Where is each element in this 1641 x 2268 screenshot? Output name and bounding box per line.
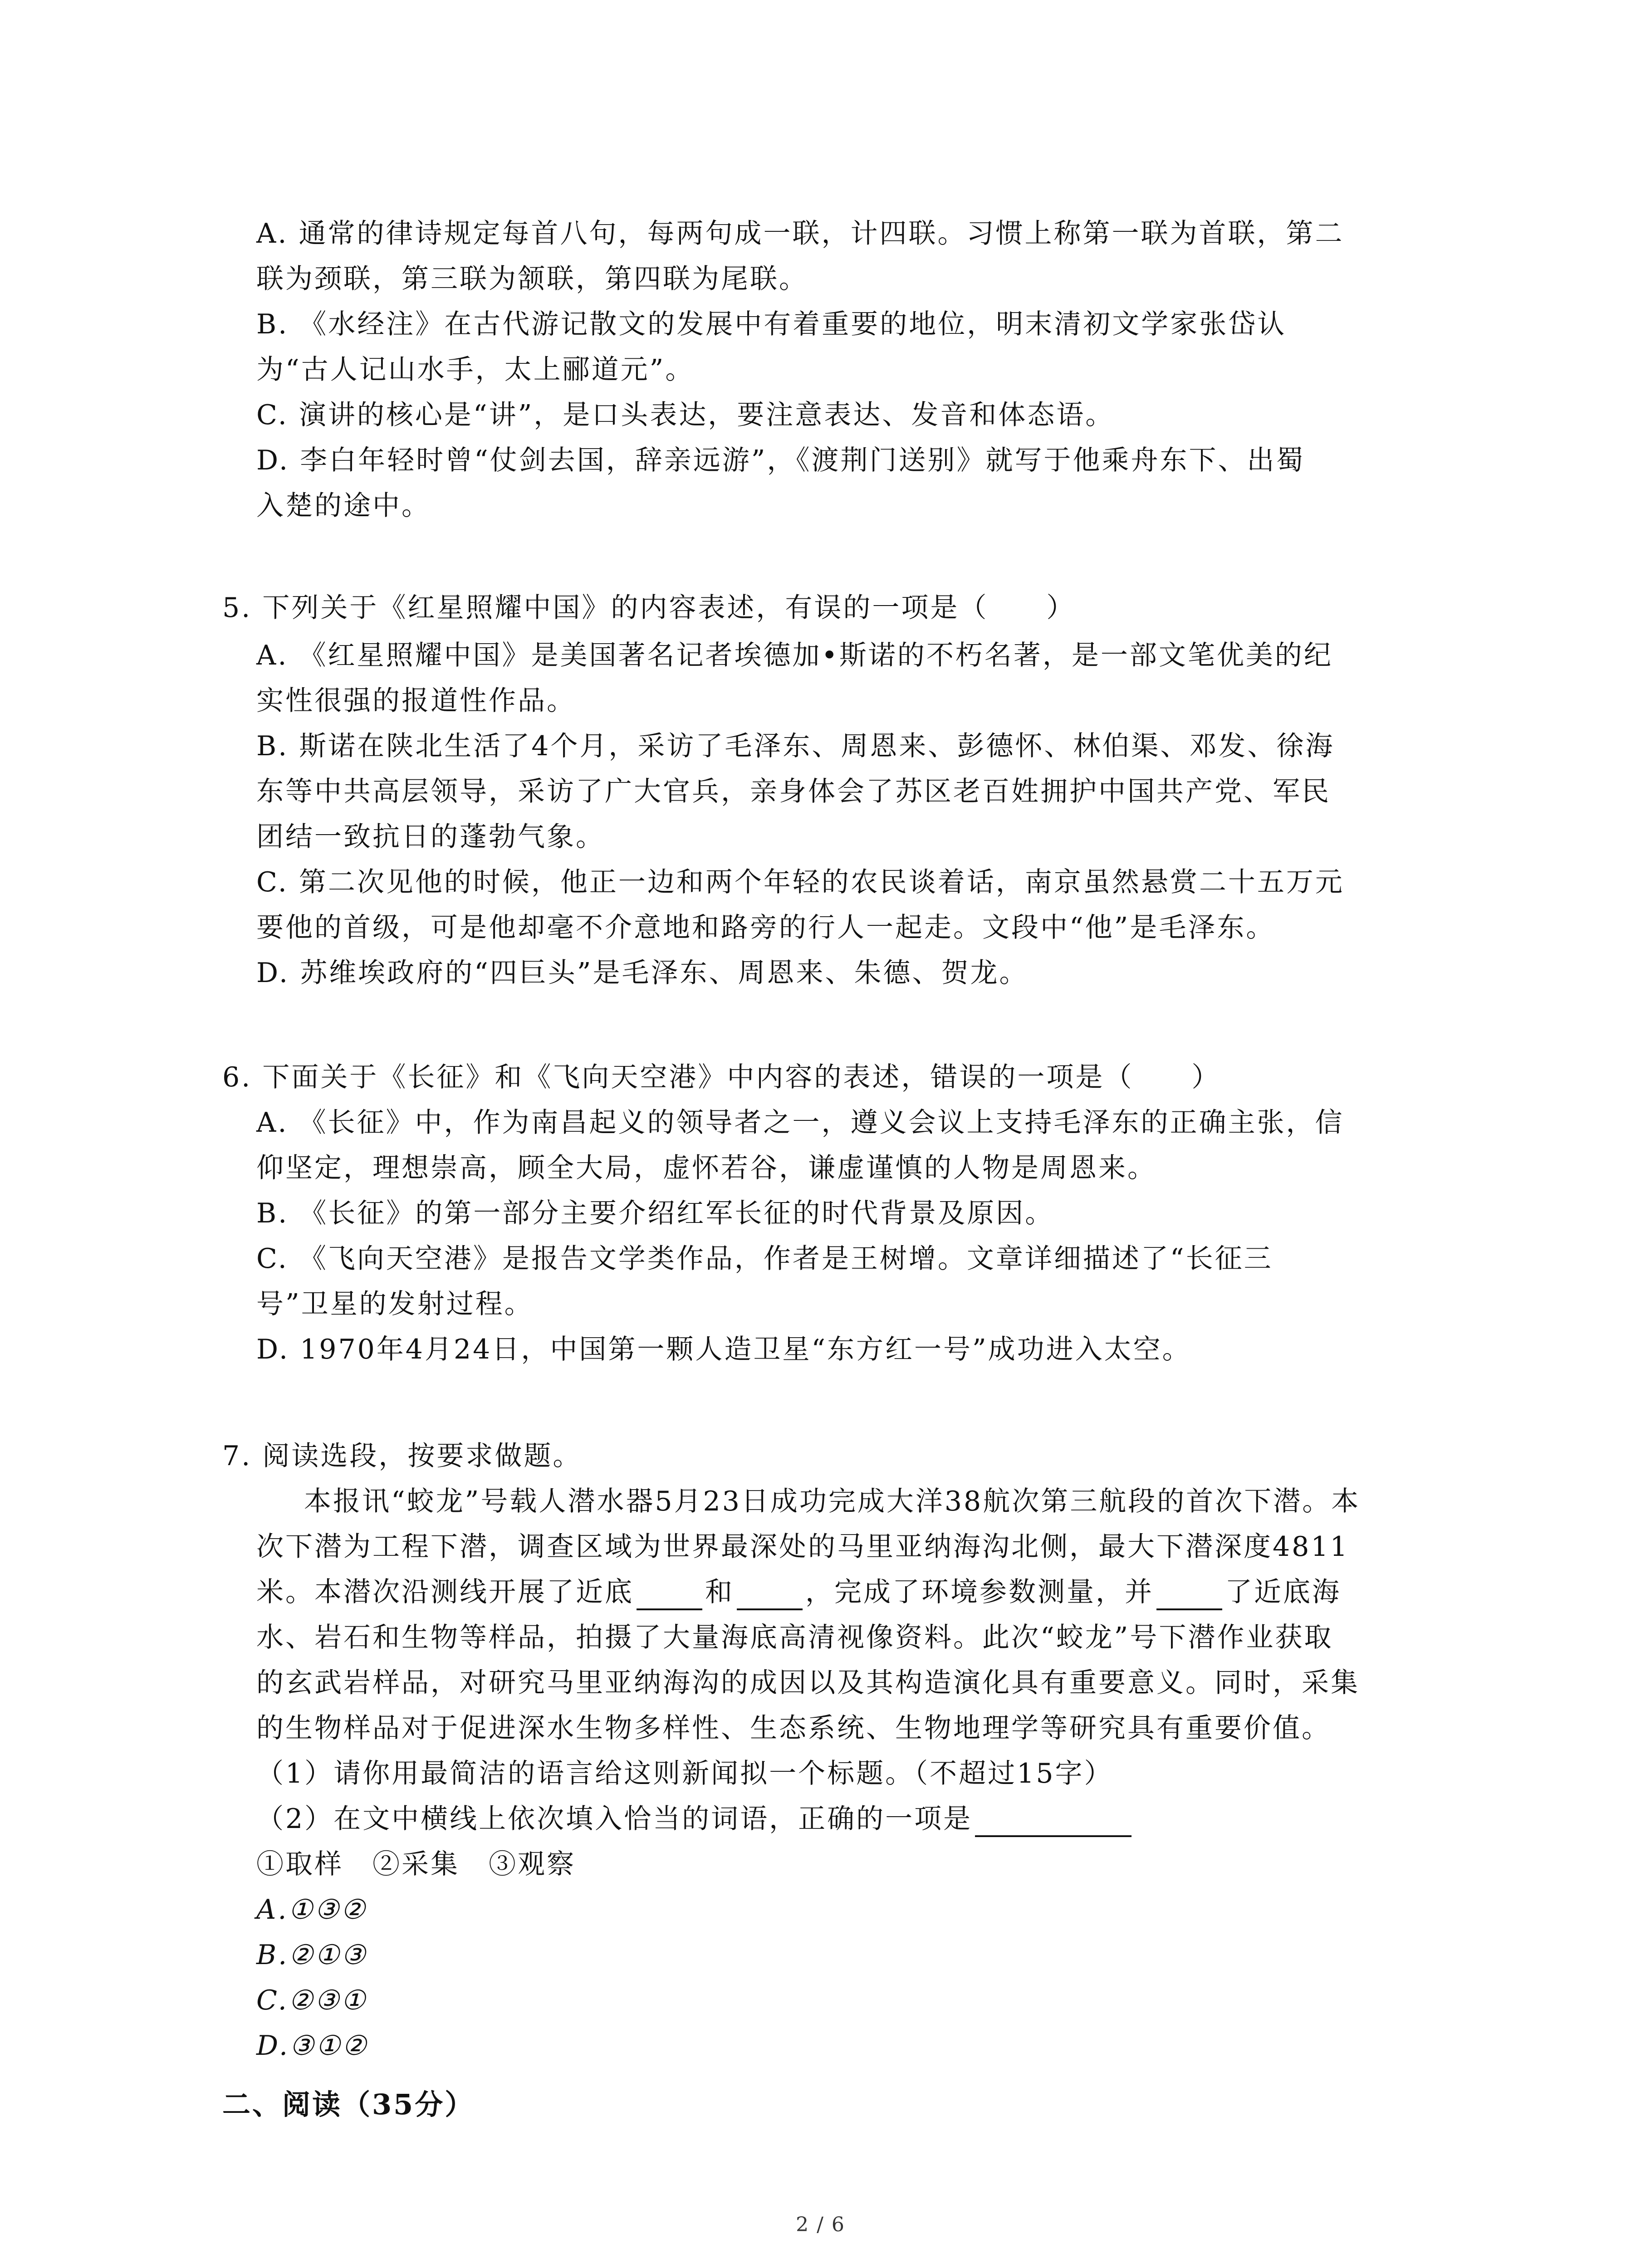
q7-option-b: B.②①③ [256,1939,367,1971]
q7-subquestion-2: （2）在文中横线上依次填入恰当的词语，正确的一项是 [256,1803,973,1835]
q6-option-a-line1: A. 《长征》中，作为南昌起义的领导者之一，遵义会议上支持毛泽东的正确主张，信 [256,1107,1344,1139]
question-5-stem: 5. 下列关于《红星照耀中国》的内容表述，有误的一项是（ ） [222,592,1076,624]
q7-passage-line6: 的生物样品对于促进深水生物多样性、生态系统、生物地理学等研究具有重要价值。 [256,1712,1331,1744]
q5-option-c-line2: 要他的首级，可是他却毫不介意地和路旁的行人一起走。文段中“他”是毛泽东。 [256,912,1275,943]
q7-passage-line3-part4: 了近底海 [1225,1576,1341,1608]
q5-option-b-line3: 团结一致抗日的蓬勃气象。 [256,821,605,853]
q7-option-a: A.①③② [256,1894,367,1926]
fill-blank-3[interactable] [1156,1582,1222,1610]
q6-option-d-line1: D. 1970年4月24日，中国第一颗人造卫星“东方红一号”成功进入太空。 [256,1334,1191,1365]
page-number: 2 / 6 [796,2213,845,2236]
prev-option-d-line2: 入楚的途中。 [256,490,431,522]
prev-option-d-line1: D. 李白年轻时曾“仗剑去国，辞亲远游”，《渡荆门送别》就写于他乘舟东下、出蜀 [256,445,1305,476]
q5-option-c-line1: C. 第二次见他的时候，他正一边和两个年轻的农民谈着话，南京虽然悬赏二十五万元 [256,866,1344,898]
q7-passage-line4: 水、岩石和生物等样品，拍摄了大量海底高清视像资料。此次“蛟龙”号下潜作业获取 [256,1622,1333,1653]
q7-passage-line3-part3: ，完成了环境参数测量，并 [805,1576,1154,1608]
prev-option-b-line1: B. 《水经注》在古代游记散文的发展中有着重要的地位，明末清初文学家张岱认 [256,308,1287,340]
q7-option-d: D.③①② [256,2030,368,2062]
q7-option-c: C.②③① [256,1984,367,2016]
q6-option-c-line2: 号”卫星的发射过程。 [256,1288,534,1320]
q7-subquestion-2-line [256,1801,1134,1837]
q7-passage-line3 [256,1574,1341,1610]
section-2-heading: 二、阅读（35分） [222,2088,475,2121]
q6-option-c-line1: C. 《飞向天空港》是报告文学类作品，作者是王树增。文章详细描述了“长征三 [256,1243,1273,1275]
prev-option-a-line1: A. 通常的律诗规定每首八句，每两句成一联，计四联。习惯上称第一联为首联，第二 [256,218,1344,249]
q7-passage-line5: 的玄武岩样品，对研究马里亚纳海沟的成因以及其构造演化具有重要意义。同时，采集 [256,1667,1360,1699]
q7-passage-line3-part1: 米。本潜次沿测线开展了近底 [256,1576,634,1608]
q7-word-choices: ①取样 ②采集 ③观察 [256,1848,576,1880]
answer-blank[interactable] [975,1809,1132,1837]
prev-option-c-line1: C. 演讲的核心是“讲”，是口头表达，要注意表达、发音和体态语。 [256,399,1115,431]
prev-option-b-line2: 为“古人记山水手，太上郦道元”。 [256,354,695,386]
q5-option-d-line1: D. 苏维埃政府的“四巨头”是毛泽东、周恩来、朱德、贺龙。 [256,957,1029,989]
q5-option-a-line2: 实性很强的报道性作品。 [256,685,576,717]
prev-option-a-line2: 联为颈联，第三联为颔联，第四联为尾联。 [256,263,808,295]
q6-option-a-line2: 仰坚定，理想崇高，顾全大局，虚怀若谷，谦虚谨慎的人物是周恩来。 [256,1152,1156,1184]
q7-passage-line2: 次下潜为工程下潜，调查区域为世界最深处的马里亚纳海沟北侧，最大下潜深度4811 [256,1531,1349,1563]
question-6-stem: 6. 下面关于《长征》和《飞向天空港》中内容的表述，错误的一项是（ ） [222,1061,1221,1093]
fill-blank-1[interactable] [637,1582,702,1610]
q5-option-b-line1: B. 斯诺在陕北生活了4个月，采访了毛泽东、周恩来、彭德怀、林伯渠、邓发、徐海 [256,730,1335,762]
q7-passage-line3-part2: 和 [705,1576,734,1608]
q6-option-b-line1: B. 《长征》的第一部分主要介绍红军长征的时代背景及原因。 [256,1198,1054,1229]
q7-passage-line1: 本报讯“蛟龙”号载人潜水器5月23日成功完成大洋38航次第三航段的首次下潜。本 [304,1486,1361,1517]
q5-option-a-line1: A. 《红星照耀中国》是美国著名记者埃德加•斯诺的不朽名著，是一部文笔优美的纪 [256,640,1333,671]
question-7-stem: 7. 阅读选段，按要求做题。 [222,1440,582,1472]
q5-option-b-line2: 东等中共高层领导，采访了广大官兵，亲身体会了苏区老百姓拥护中国共产党、军民 [256,776,1331,807]
q7-subquestion-1: （1）请你用最简洁的语言给这则新闻拟一个标题。（不超过15字） [256,1758,1113,1789]
fill-blank-2[interactable] [737,1582,803,1610]
